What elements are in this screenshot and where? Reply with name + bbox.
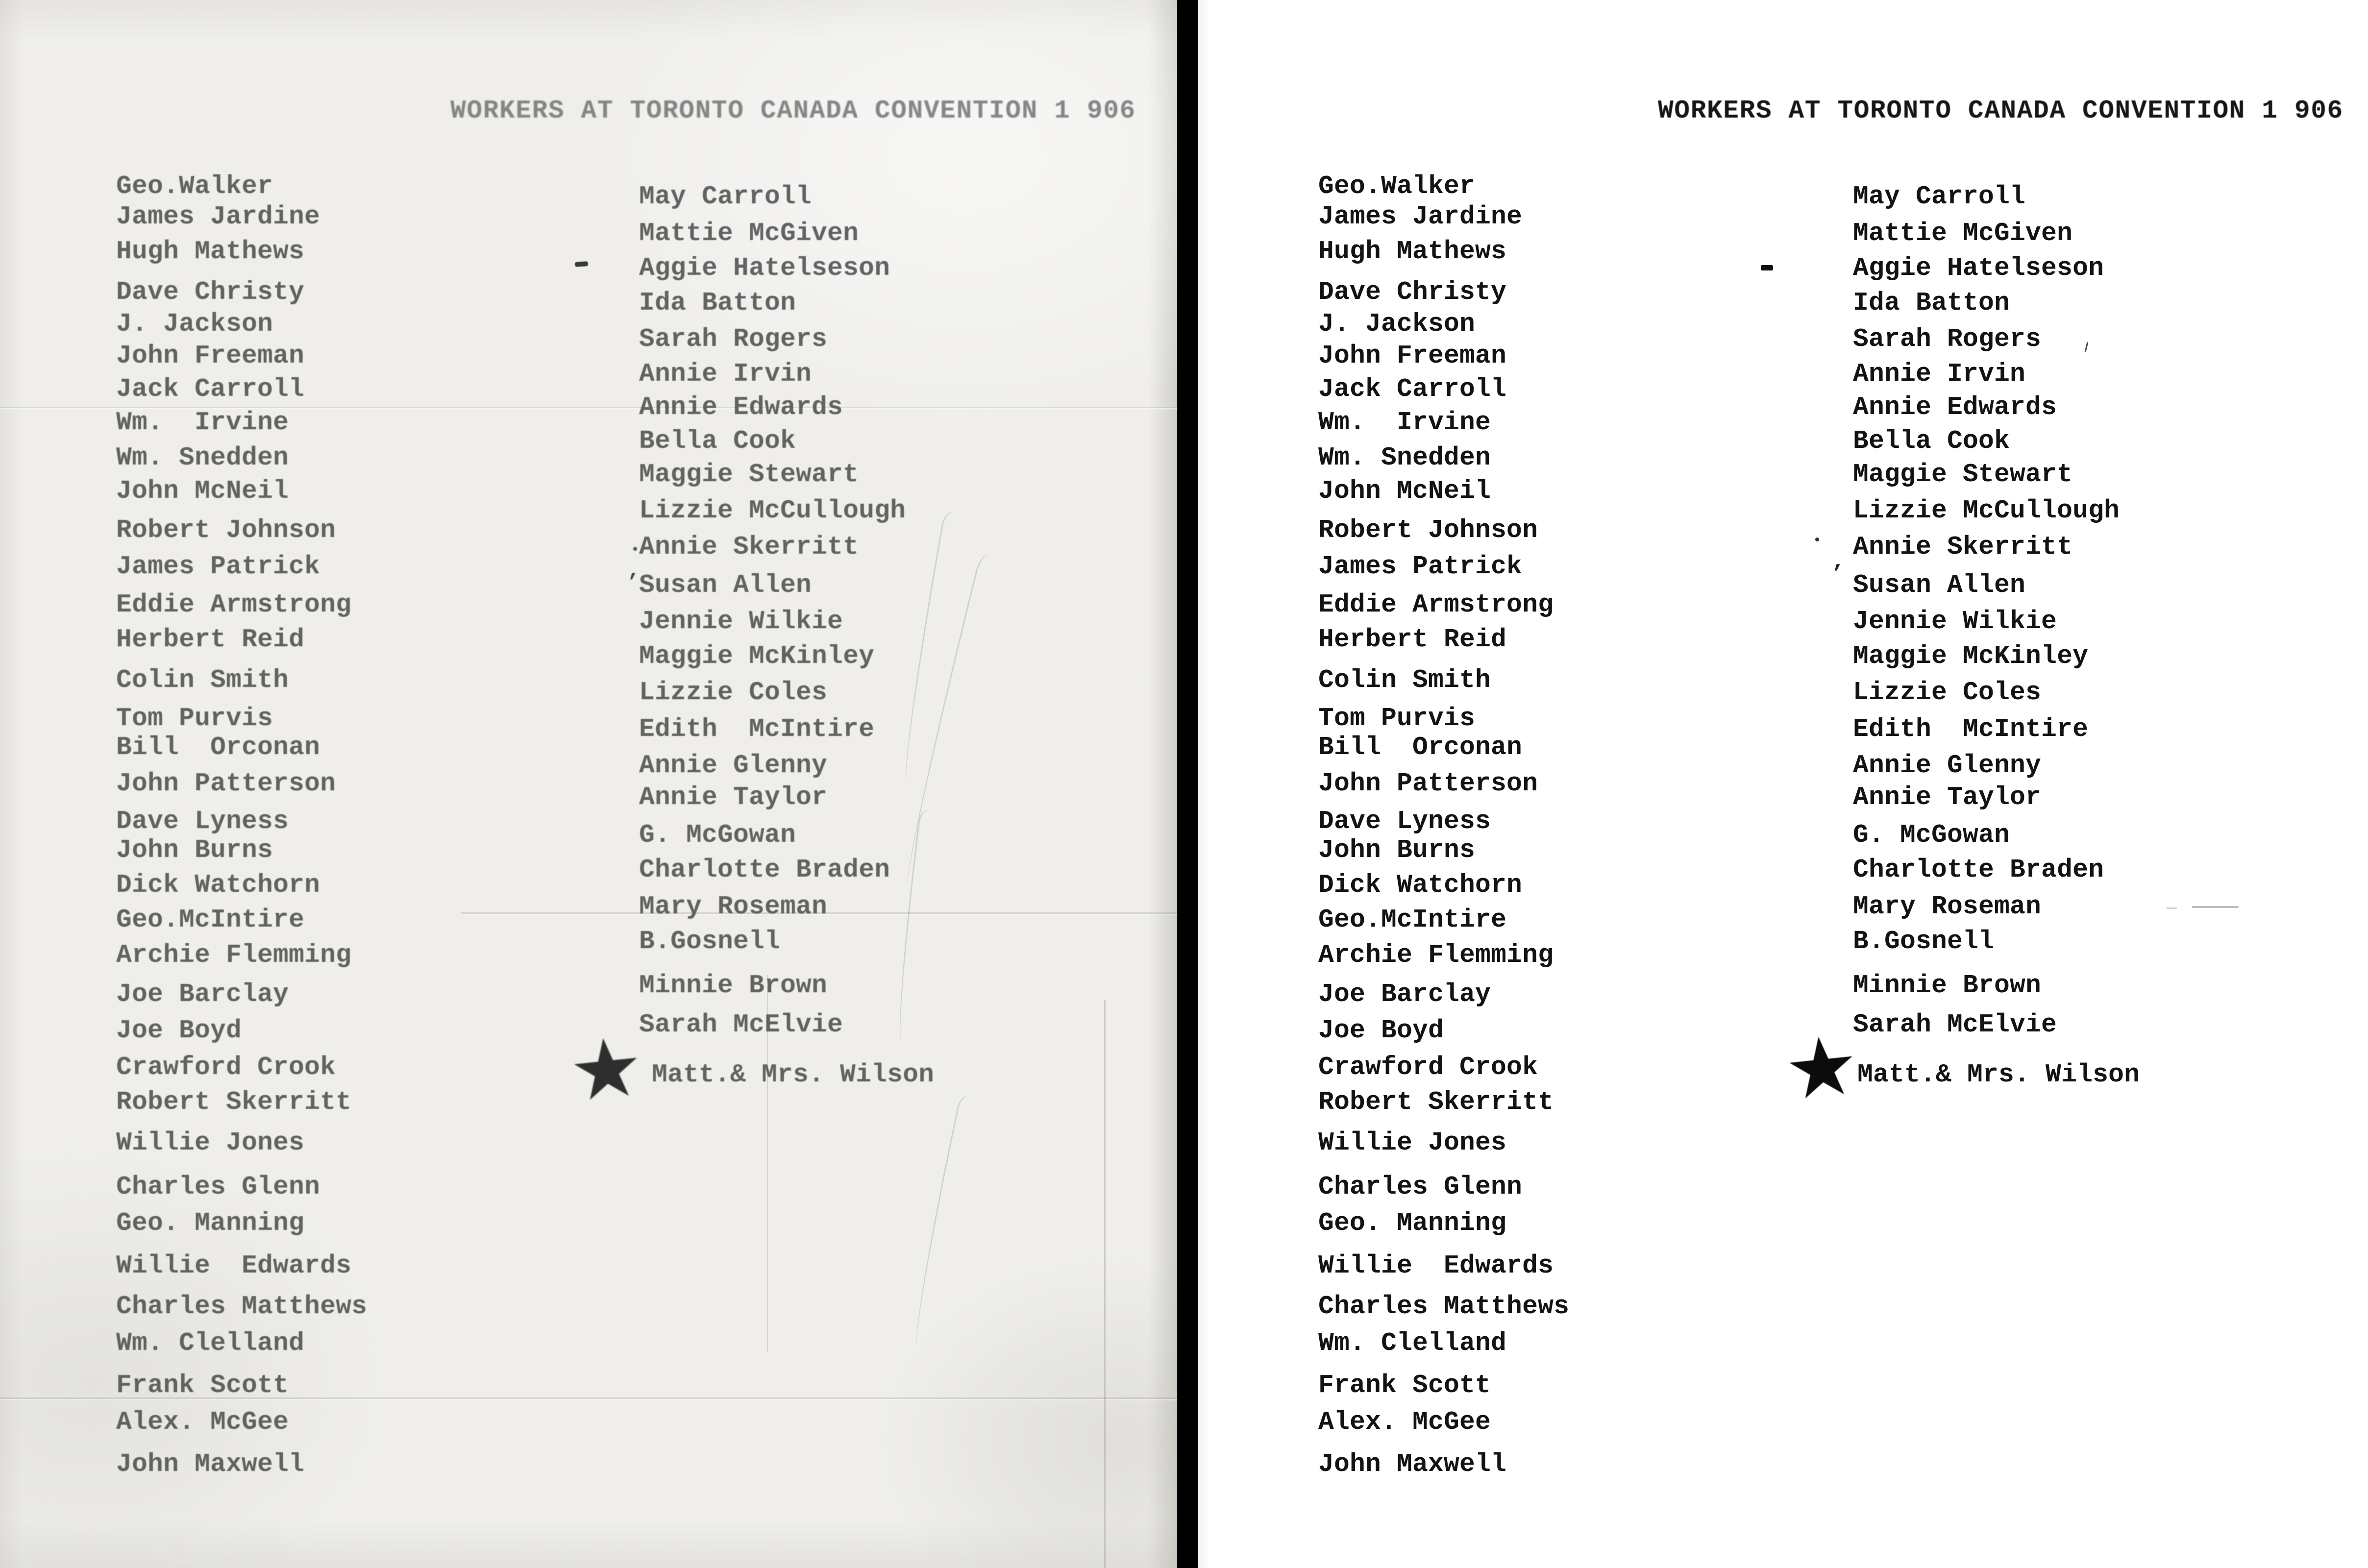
name-line: Annie Glenny	[1853, 751, 2042, 780]
name-line: Jack Carroll	[1318, 374, 1507, 404]
name-line: James Patrick	[1318, 552, 1523, 581]
name-line: J. Jackson	[116, 309, 273, 339]
name-line: Geo. Manning	[116, 1208, 305, 1238]
name-line: Wm. Snedden	[1318, 443, 1491, 472]
name-line: Robert Johnson	[1318, 515, 1538, 545]
name-line: Willie Edwards	[116, 1251, 352, 1280]
name-line: Dave Christy	[116, 277, 305, 307]
name-line: James Jardine	[1318, 202, 1523, 231]
name-line: Dick Watchorn	[1318, 870, 1523, 900]
name-line: Lizzie Coles	[1853, 678, 2042, 707]
name-line: Lizzie Coles	[639, 678, 828, 707]
name-line: Minnie Brown	[1853, 971, 2042, 1000]
name-line: John McNeil	[1318, 476, 1491, 506]
page-title: WORKERS AT TORONTO CANADA CONVENTION 1 906	[1658, 96, 2343, 125]
name-line: James Patrick	[116, 552, 321, 581]
name-line: Charles Glenn	[1318, 1172, 1523, 1201]
name-line: Annie Edwards	[1853, 392, 2057, 422]
faint-dash2-mary-roseman-row-right-page	[2166, 907, 2177, 909]
name-line: John Freeman	[1318, 341, 1507, 370]
name-line: John Patterson	[1318, 769, 1538, 798]
name-line: Frank Scott	[116, 1371, 289, 1400]
name-line: Dave Christy	[1318, 277, 1507, 307]
name-line: Bella Cook	[1853, 426, 2010, 456]
name-line: Colin Smith	[116, 665, 289, 695]
name-line: Charlotte Braden	[639, 855, 890, 884]
name-line: Joe Barclay	[116, 980, 289, 1009]
name-line: John Freeman	[116, 341, 305, 370]
name-line: Willie Jones	[1318, 1128, 1507, 1157]
name-line: Annie Skerritt	[1853, 532, 2073, 562]
name-line: Ida Batton	[1853, 288, 2010, 318]
ink-dot-annie-skerritt-row-left-page	[633, 547, 637, 551]
name-line: Geo.McIntire	[116, 905, 305, 934]
name-line: John Maxwell	[116, 1449, 305, 1479]
name-line: John Patterson	[116, 769, 336, 798]
ink-dash-aggie-row-left-page	[575, 261, 589, 267]
name-line: Lizzie McCullough	[1853, 496, 2120, 525]
star-icon: ★	[565, 1017, 648, 1121]
name-line: Crawford Crook	[1318, 1053, 1538, 1082]
starred-name-line: Matt.& Mrs. Wilson	[1857, 1060, 2140, 1089]
name-line: Edith McIntire	[639, 714, 875, 744]
name-line: Robert Skerritt	[116, 1087, 352, 1117]
name-line: Geo.Walker	[1318, 172, 1476, 201]
name-line: Eddie Armstrong	[116, 590, 352, 619]
name-line: Tom Purvis	[116, 704, 273, 733]
name-line: Jennie Wilkie	[639, 607, 843, 636]
name-line: Bill Orconan	[1318, 733, 1523, 762]
name-line: Tom Purvis	[1318, 704, 1476, 733]
name-line: Wm. Clelland	[1318, 1328, 1507, 1358]
name-line: Mary Roseman	[1853, 892, 2042, 921]
name-line: Joe Boyd	[116, 1016, 242, 1045]
name-line: Wm. Irvine	[116, 408, 289, 437]
name-line: Maggie McKinley	[1853, 641, 2089, 671]
name-line: Bella Cook	[639, 426, 796, 456]
name-line: Robert Johnson	[116, 515, 336, 545]
page-title: WORKERS AT TORONTO CANADA CONVENTION 1 906	[450, 96, 1136, 125]
name-line: Sarah Rogers	[1853, 324, 2042, 354]
name-line: Annie Taylor	[639, 783, 828, 812]
name-line: Alex. McGee	[116, 1407, 289, 1437]
name-line: Aggie Hatelseson	[1853, 253, 2104, 283]
name-line: Annie Irvin	[1853, 359, 2026, 389]
name-line: Archie Flemming	[116, 940, 352, 970]
name-line: Wm. Irvine	[1318, 408, 1491, 437]
name-line: Hugh Mathews	[116, 237, 305, 266]
name-line: Robert Skerritt	[1318, 1087, 1554, 1117]
name-line: Charles Matthews	[116, 1292, 368, 1321]
name-line: Herbert Reid	[1318, 625, 1507, 654]
name-line: May Carroll	[1853, 182, 2026, 211]
name-line: Maggie McKinley	[639, 641, 875, 671]
name-line: Geo. Manning	[1318, 1208, 1507, 1238]
name-line: Eddie Armstrong	[1318, 590, 1554, 619]
name-line: Colin Smith	[1318, 665, 1491, 695]
name-line: Sarah McElvie	[639, 1010, 843, 1039]
name-line: Joe Barclay	[1318, 980, 1491, 1009]
name-line: B.Gosnell	[1853, 927, 1995, 956]
name-line: Mary Roseman	[639, 892, 828, 921]
name-line: Charlotte Braden	[1853, 855, 2104, 884]
name-line: Alex. McGee	[1318, 1407, 1491, 1437]
name-line: Charles Matthews	[1318, 1292, 1570, 1321]
name-line: Dick Watchorn	[116, 870, 321, 900]
name-line: G. McGowan	[1853, 820, 2010, 850]
faint-dash-mary-roseman-row-right-page	[2192, 906, 2239, 908]
name-line: Wm. Snedden	[116, 443, 289, 472]
name-line: Archie Flemming	[1318, 940, 1554, 970]
starred-name-line: Matt.& Mrs. Wilson	[652, 1060, 935, 1089]
name-line: John Maxwell	[1318, 1449, 1507, 1479]
ink-dash-aggie-row-right-page	[1761, 265, 1773, 270]
name-line: Ida Batton	[639, 288, 796, 318]
name-line: Sarah McElvie	[1853, 1010, 2057, 1039]
name-line: Geo.Walker	[116, 172, 273, 201]
name-line: James Jardine	[116, 202, 321, 231]
name-line: Joe Boyd	[1318, 1016, 1444, 1045]
name-line: Maggie Stewart	[1853, 460, 2073, 489]
name-line: Wm. Clelland	[116, 1328, 305, 1358]
name-line: Susan Allen	[1853, 570, 2026, 600]
name-line: Dave Lyness	[116, 807, 289, 836]
name-line: Mattie McGiven	[1853, 219, 2073, 248]
name-line: May Carroll	[639, 182, 812, 211]
name-line: Willie Jones	[116, 1128, 305, 1157]
name-line: Sarah Rogers	[639, 324, 828, 354]
name-line: Charles Glenn	[116, 1172, 321, 1201]
name-line: Susan Allen	[639, 570, 812, 600]
name-line: Lizzie McCullough	[639, 496, 906, 525]
name-line: Frank Scott	[1318, 1371, 1491, 1400]
name-line: Dave Lyness	[1318, 807, 1491, 836]
name-line: Jennie Wilkie	[1853, 607, 2057, 636]
name-line: Geo.McIntire	[1318, 905, 1507, 934]
name-line: Maggie Stewart	[639, 460, 859, 489]
ink-apostrophe-susan-allen-row-right-page: ’	[1831, 562, 1844, 587]
name-line: Annie Taylor	[1853, 783, 2042, 812]
name-line: Annie Edwards	[639, 392, 843, 422]
name-line: John Burns	[1318, 835, 1476, 865]
name-line: Annie Skerritt	[639, 532, 859, 562]
name-line: Jack Carroll	[116, 374, 305, 404]
name-line: J. Jackson	[1318, 309, 1476, 339]
name-line: Edith McIntire	[1853, 714, 2089, 744]
page-divider-bar	[1177, 0, 1198, 1568]
name-line: Annie Glenny	[639, 751, 828, 780]
name-line: Mattie McGiven	[639, 219, 859, 248]
name-line: John McNeil	[116, 476, 289, 506]
name-line: Minnie Brown	[639, 971, 828, 1000]
name-line: Herbert Reid	[116, 625, 305, 654]
ink-apostrophe-susan-allen-row-left-page: ’	[626, 571, 640, 595]
name-line: Aggie Hatelseson	[639, 253, 890, 283]
name-line: John Burns	[116, 835, 273, 865]
name-line: Willie Edwards	[1318, 1251, 1554, 1280]
name-line: G. McGowan	[639, 820, 796, 850]
name-line: B.Gosnell	[639, 927, 781, 956]
name-line: Crawford Crook	[116, 1053, 336, 1082]
name-line: Hugh Mathews	[1318, 237, 1507, 266]
name-line: Bill Orconan	[116, 733, 321, 762]
star-icon: ★	[1780, 1016, 1864, 1120]
name-line: Annie Irvin	[639, 359, 812, 389]
ink-dot-annie-skerritt-row-right-page	[1815, 538, 1819, 541]
